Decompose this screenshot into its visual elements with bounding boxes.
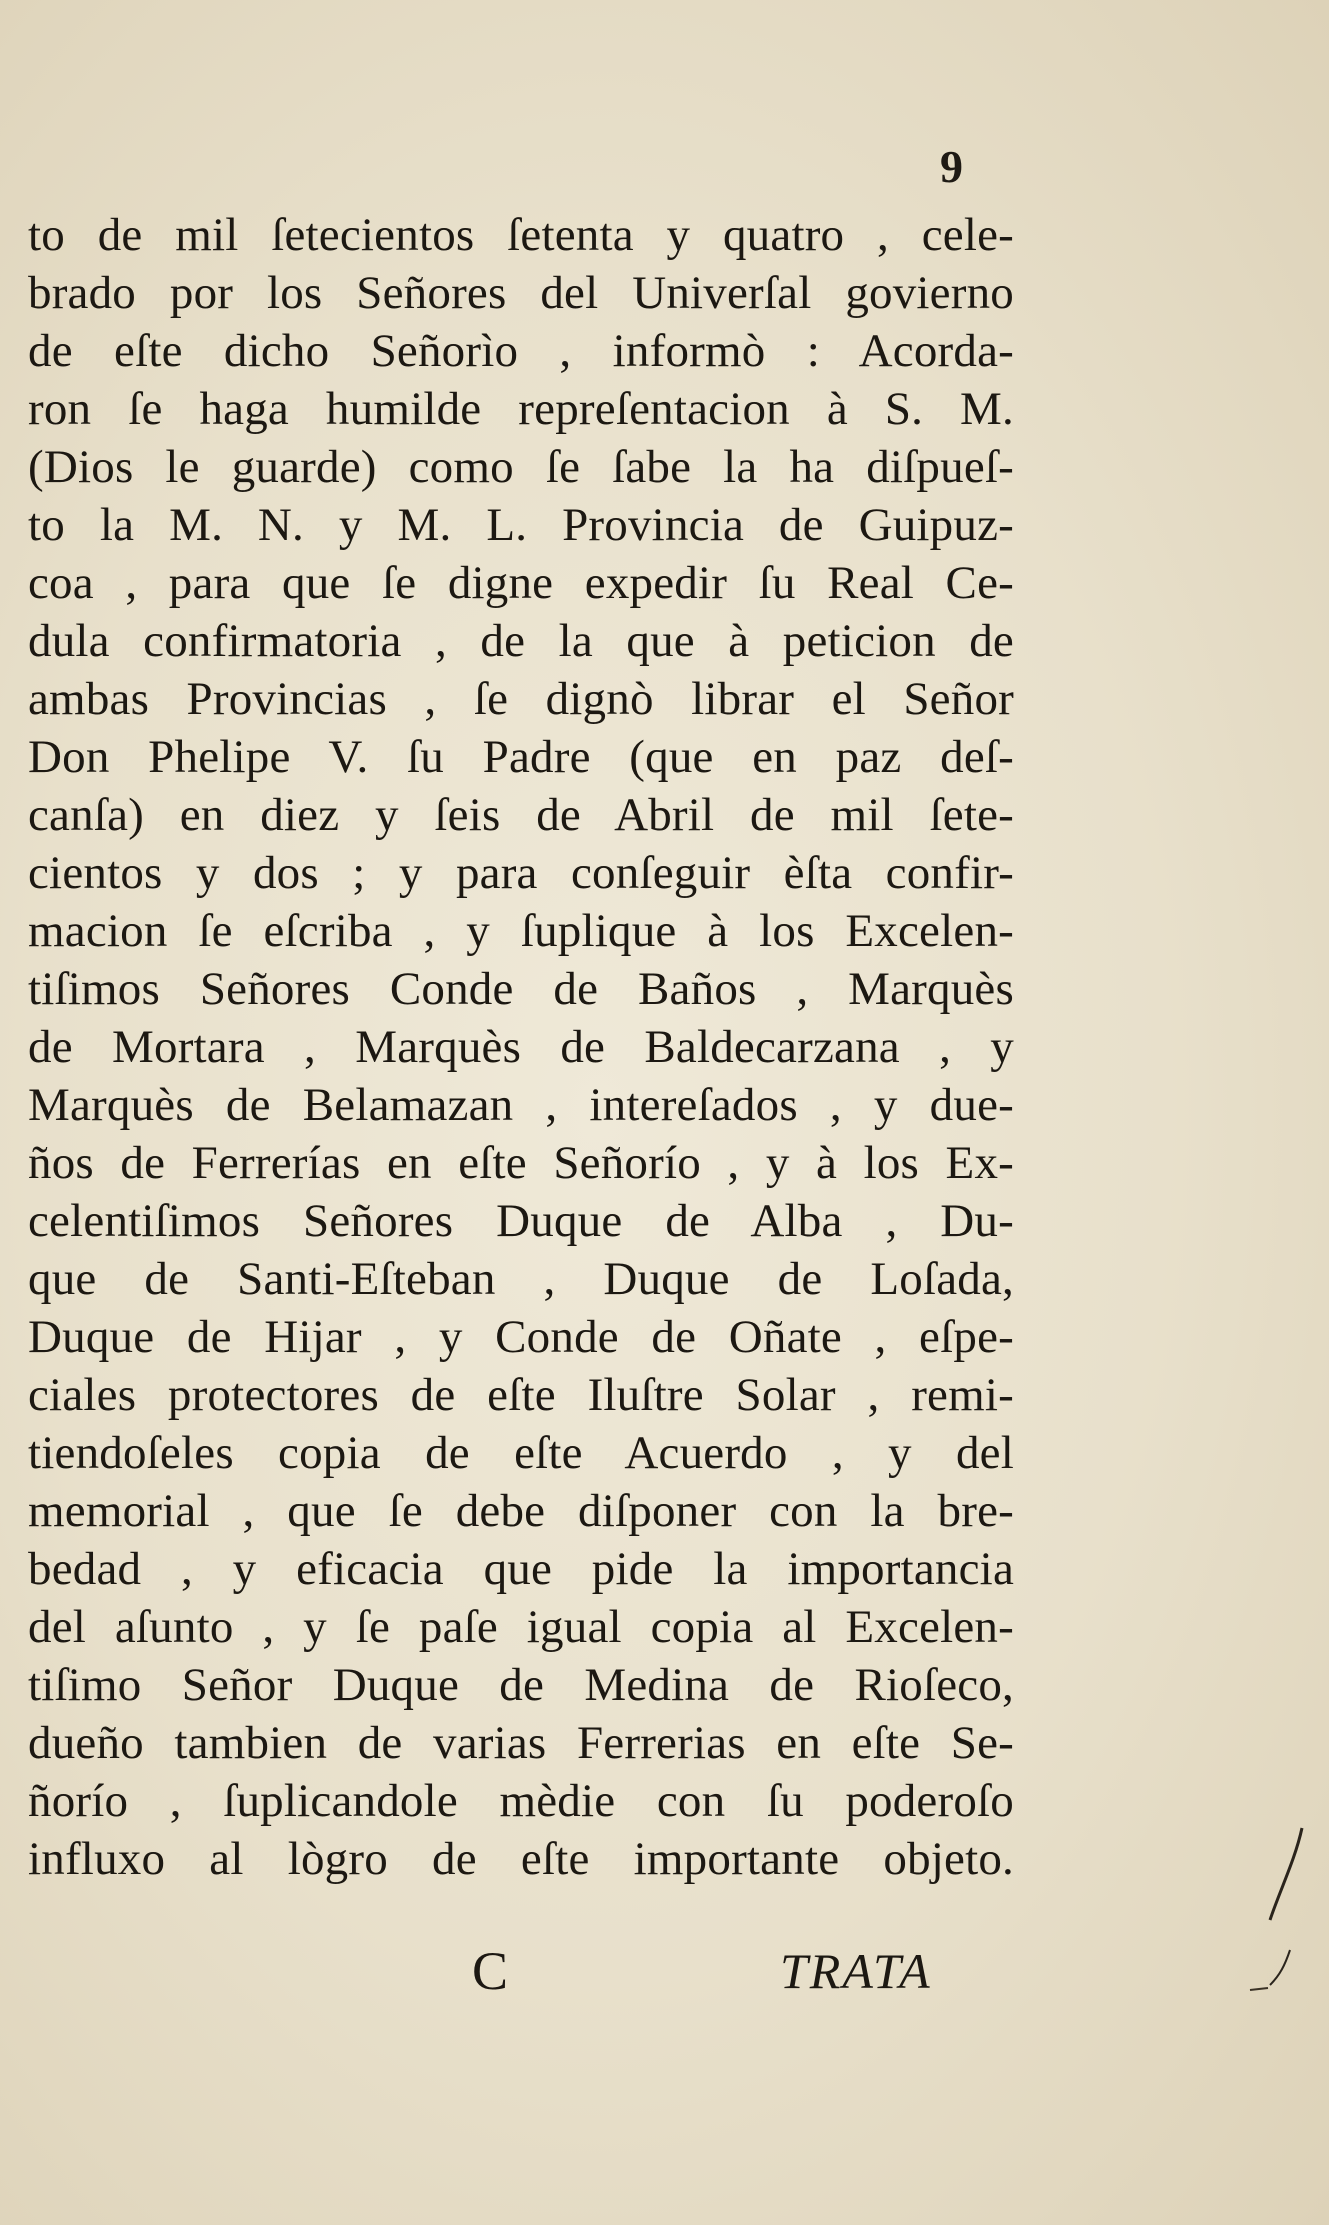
- text-line: memorial , que ſe debe diſponer con la bre-: [28, 1485, 1014, 1537]
- text-line: brado por los Señores del Univerſal govierno: [28, 267, 1014, 319]
- margin-pen-stroke-icon: [1240, 1820, 1329, 2000]
- text-line: dula confirmatoria , de la que à peticion de: [28, 615, 1014, 667]
- text-line: del aſunto , y ſe paſe igual copia al Excelen-: [28, 1601, 1014, 1653]
- text-line: macion ſe eſcriba , y ſuplique à los Excelen-: [28, 905, 1014, 957]
- text-line: ron ſe haga humilde repreſentacion à S. M.: [28, 383, 1014, 435]
- text-line: que de Santi-Eſteban , Duque de Loſada,: [28, 1253, 1014, 1305]
- text-line: to de mil ſetecientos ſetenta y quatro , cele-: [28, 209, 1014, 261]
- text-line: de eſte dicho Señorìo , informò : Acorda-: [28, 325, 1014, 377]
- text-line: (Dios le guarde) como ſe ſabe la ha diſpueſ-: [28, 441, 1014, 493]
- text-line: de Mortara , Marquès de Baldecarzana , y: [28, 1021, 1014, 1073]
- text-line: ñorío , ſuplicandole mèdie con ſu poderoſo: [28, 1775, 1014, 1827]
- text-line: Marquès de Belamazan , intereſados , y due-: [28, 1079, 1014, 1131]
- text-line: coa , para que ſe digne expedir ſu Real Ce-: [28, 557, 1014, 609]
- text-line: dueño tambien de varias Ferrerias en eſte Se-: [28, 1717, 1014, 1769]
- text-line: ciales protectores de eſte Iluſtre Solar , remi-: [28, 1369, 1014, 1421]
- body-text: [28, 206, 1014, 1888]
- text-line: tiſimos Señores Conde de Baños , Marquès: [28, 963, 1014, 1015]
- text-line: Duque de Hijar , y Conde de Oñate , eſpe-: [28, 1311, 1014, 1363]
- text-line: cientos y dos ; y para conſeguir èſta confir-: [28, 847, 1014, 899]
- text-line: influxo al lògro de eſte importante objeto.: [28, 1833, 1014, 1885]
- text-line: tiendoſeles copia de eſte Acuerdo , y del: [28, 1427, 1014, 1479]
- text-line: bedad , y eficacia que pide la importancia: [28, 1543, 1014, 1595]
- signature-mark: C: [472, 1941, 509, 2001]
- text-line: ambas Provincias , ſe dignò librar el Señor: [28, 673, 1014, 725]
- text-line: Don Phelipe V. ſu Padre (que en paz deſ-: [28, 731, 1014, 783]
- catchword: TRATA: [780, 1943, 932, 1999]
- text-line: canſa) en diez y ſeis de Abril de mil ſete-: [28, 789, 1014, 841]
- text-line: ños de Ferrerías en eſte Señorío , y à los Ex-: [28, 1137, 1014, 1189]
- text-line: celentiſimos Señores Duque de Alba , Du-: [28, 1195, 1014, 1247]
- text-line: to la M. N. y M. L. Provincia de Guipuz-: [28, 499, 1014, 551]
- text-line: tiſimo Señor Duque de Medina de Rioſeco,: [28, 1659, 1014, 1711]
- page-number: 9: [940, 141, 963, 192]
